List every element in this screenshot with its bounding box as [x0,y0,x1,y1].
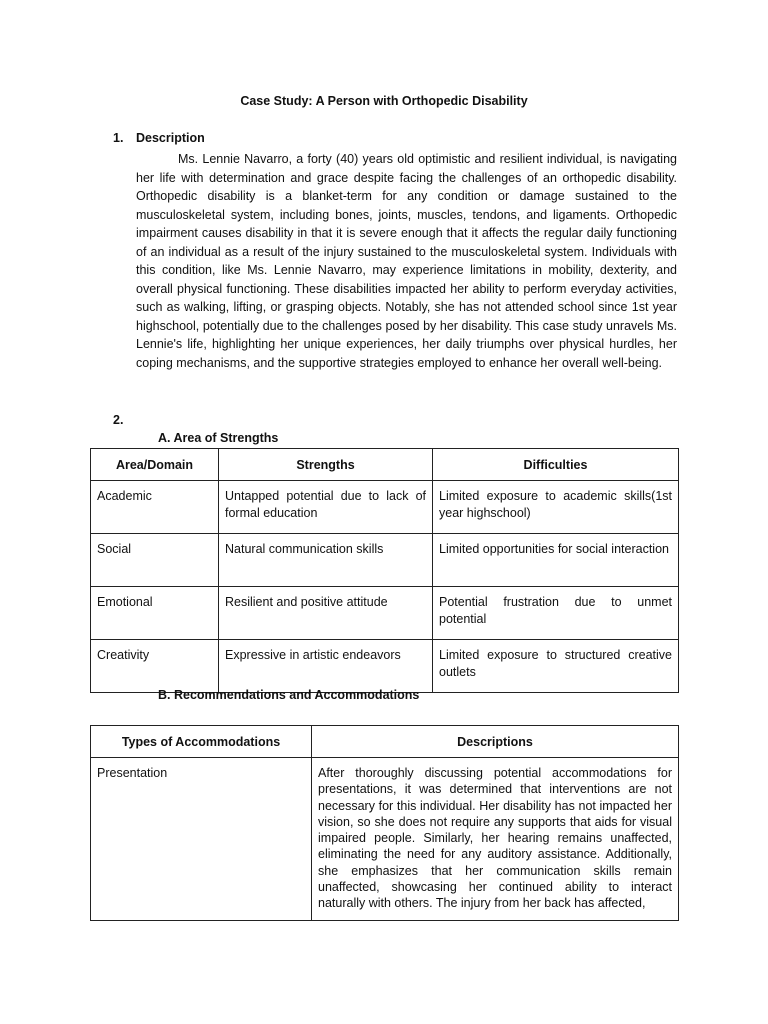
table-row [91,758,679,921]
column-header-difficulties: Difficulties [433,449,679,481]
description-paragraph: Ms. Lennie Navarro, a forty (40) years old optimistic and resilient individual, is navigating her life with determination and grace despite facing the challenges of an orthopedic disability. Orthopedic disability is a blanket-term for any condition or damage sustained to the musculoskeletal system, including bones, joints, muscles, tendons, and ligaments. Orthopedic impairment causes disability in that it is severe enough that it affects the regular daily functioning of an individual as a result of the injury sustained to the musculoskeletal system. Individuals with this condition, like Ms. Lennie Navarro, may experience limitations in mobility, dexterity, and overall physical functioning. These disabilities impacted her ability to perform everyday activities, such as walking, lifting, or grasping objects. Notably, she has not attended school since 1st year highschool, potentially due to the challenges posed by her disability. This case study unravels Ms. Lennie's life, highlighting her unique experiences, her daily triumphs over physical hurdles, her coping mechanisms, and the supportive strategies employed to enhance her overall well-being. [136,152,677,370]
accommodation-type-cell: Presentation [91,758,312,921]
area-cell: Academic [91,481,219,534]
strength-cell: Resilient and positive attitude [219,587,433,640]
column-header-descriptions: Descriptions [312,726,679,758]
column-header-types: Types of Accommodations [91,726,312,758]
section-1-number: 1. [113,131,124,145]
table-row [91,640,679,693]
column-header-strengths: Strengths [219,449,433,481]
difficulty-cell: Limited exposure to academic skills(1st year highschool) [433,481,679,534]
table-row [91,481,679,534]
difficulty-cell: Limited opportunities for social interaction [433,534,679,587]
accommodations-heading: B. Recommendations and Accommodations [158,688,420,702]
strengths-table [90,448,679,693]
area-cell: Creativity [91,640,219,693]
section-1-heading: Description [136,131,205,145]
accommodation-description-cell: After thoroughly discussing potential accommodations for presentations, it was determined that interventions are not necessary for this individual. Her disability has not impacted her vision, so she does not require any supports that aids for visual impaired people. Similarly, her hearing remains unaffected, eliminating the need for any auditory assistance. Additionally, she emphasizes that her communication skills remain unaffected, showcasing her continued ability to interact naturally with others. The injury from her back has affected, [312,758,679,921]
area-cell: Social [91,534,219,587]
table-header-row [91,449,679,481]
document-title: Case Study: A Person with Orthopedic Disability [240,94,528,108]
area-cell: Emotional [91,587,219,640]
strength-cell: Expressive in artistic endeavors [219,640,433,693]
section-2-number: 2. [113,413,124,427]
table-header-row [91,726,679,758]
accommodations-table [90,725,679,921]
difficulty-cell: Limited exposure to structured creative outlets [433,640,679,693]
strengths-heading: A. Area of Strengths [158,431,279,445]
table-row [91,587,679,640]
strength-cell: Untapped potential due to lack of formal education [219,481,433,534]
table-row [91,534,679,587]
strength-cell: Natural communication skills [219,534,433,587]
column-header-area: Area/Domain [91,449,219,481]
difficulty-cell: Potential frustration due to unmet potential [433,587,679,640]
